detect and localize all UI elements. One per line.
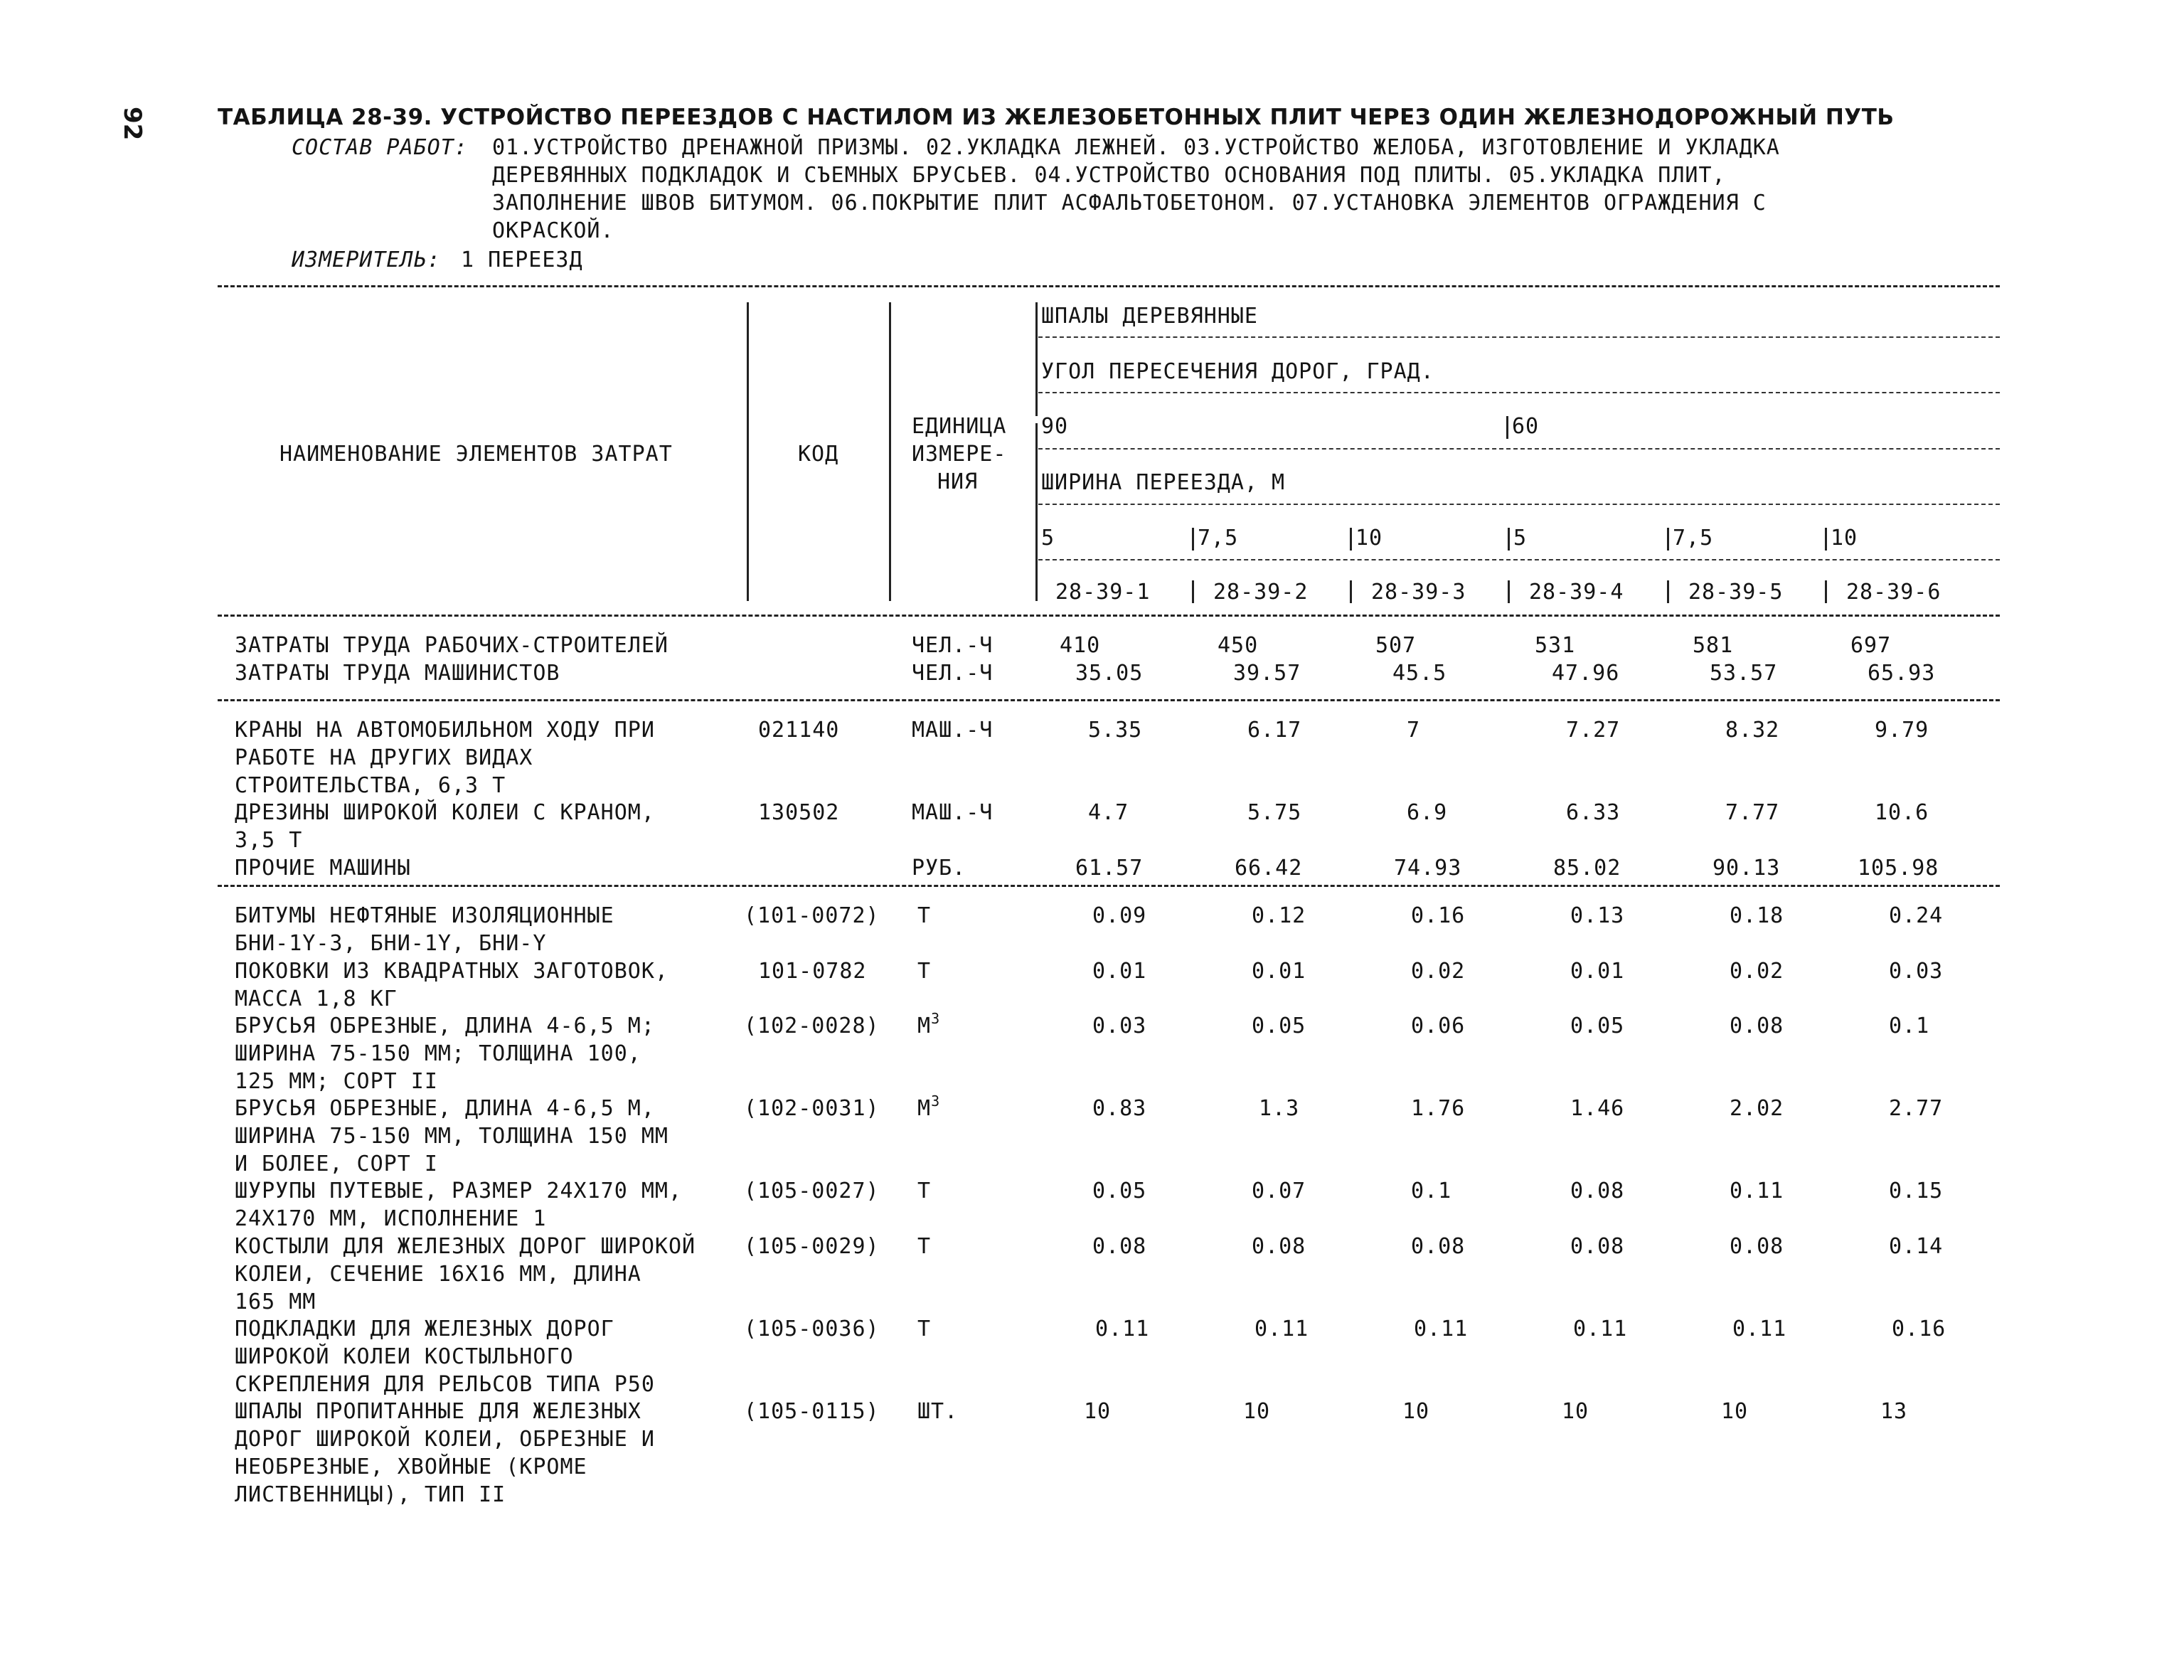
material-unit: Т — [917, 903, 932, 928]
labor-unit: ЧЕЛ.-Ч — [912, 661, 994, 686]
material-value: 0.24 — [1889, 903, 1944, 928]
work-line: ЗАПОЛНЕНИЕ ШВОВ БИТУМОМ. 06.ПОКРЫТИЕ ПЛИТ АСФАЛЬТОБЕТОНОМ. 07.УСТАНОВКА ЭЛЕМЕНТОВ ОГРАЖДЕНИЯ С — [492, 191, 1767, 216]
header-width-value: 5 — [1041, 526, 1055, 551]
material-value: 0.08 — [1730, 1014, 1784, 1038]
header-width: ШИРИНА ПЕРЕЕЗДА, М — [1041, 470, 1286, 495]
work-line: ОКРАСКОЙ. — [492, 218, 614, 243]
material-name: СКРЕПЛЕНИЯ ДЛЯ РЕЛЬСОВ ТИПА Р50 — [235, 1372, 655, 1397]
material-value: 0.08 — [1092, 1234, 1147, 1259]
header-angle-60: 60 — [1512, 414, 1540, 439]
material-name: 24Х170 ММ, ИСПОЛНЕНИЕ 1 — [235, 1206, 547, 1231]
measure-label: ИЗМЕРИТЕЛЬ: — [292, 248, 441, 272]
material-name: ШПАЛЫ ПРОПИТАННЫЕ ДЛЯ ЖЕЛЕЗНЫХ — [235, 1399, 641, 1424]
material-code: (102-0031) — [744, 1096, 880, 1121]
material-value: 0.11 — [1573, 1317, 1628, 1341]
material-name: БНИ-1Y-3, БНИ-1Y, БНИ-Y — [235, 931, 547, 956]
machine-name: 3,5 Т — [235, 828, 303, 853]
labor-value: 45.5 — [1392, 661, 1447, 686]
table-top-rule — [218, 285, 2000, 287]
width-divider — [1192, 528, 1194, 551]
header-unit: ЕДИНИЦА — [912, 414, 1007, 439]
material-value: 1.46 — [1570, 1096, 1625, 1121]
header-width-value: 7,5 — [1673, 526, 1714, 551]
labor-value: 507 — [1375, 633, 1417, 658]
material-value: 1.3 — [1259, 1096, 1300, 1121]
labor-value: 47.96 — [1552, 661, 1620, 686]
header-width-value: 7,5 — [1198, 526, 1239, 551]
header-width-value: 5 — [1513, 526, 1528, 551]
material-unit: ШТ. — [917, 1399, 959, 1424]
work-line: ДЕРЕВЯННЫХ ПОДКЛАДОК И СЪЕМНЫХ БРУСЬЕВ. 04.УСТРОЙСТВО ОСНОВАНИЯ ПОД ПЛИТЫ. 05.УКЛАДКА ПЛИТ, — [492, 163, 1726, 188]
labor-value: 697 — [1850, 633, 1892, 658]
width-divider — [1825, 528, 1827, 551]
material-value: 2.02 — [1730, 1096, 1784, 1121]
material-name: ШИРИНА 75-150 ММ, ТОЛЩИНА 150 ММ — [235, 1124, 668, 1149]
material-name: ЛИСТВЕННИЦЫ), ТИП II — [235, 1482, 506, 1507]
machine-value: 10.6 — [1875, 800, 1929, 825]
labor-name: ЗАТРАТЫ ТРУДА РАБОЧИХ-СТРОИТЕЛЕЙ — [235, 633, 668, 658]
section-rule — [218, 885, 2000, 887]
material-unit: Т — [917, 1179, 932, 1203]
material-value: 0.01 — [1570, 959, 1625, 984]
material-name: БРУСЬЯ ОБРЕЗНЫЕ, ДЛИНА 4-6,5 М, — [235, 1096, 655, 1121]
material-unit: Т — [917, 1234, 932, 1259]
labor-value: 35.05 — [1075, 661, 1144, 686]
machine-name: ДРЕЗИНЫ ШИРОКОЙ КОЛЕИ С КРАНОМ, — [235, 800, 655, 825]
labor-value: 531 — [1535, 633, 1576, 658]
header-name: НАИМЕНОВАНИЕ ЭЛЕМЕНТОВ ЗАТРАТ — [279, 442, 673, 467]
material-value: 0.08 — [1570, 1234, 1625, 1259]
machine-value: 74.93 — [1394, 856, 1462, 881]
material-value: 0.06 — [1411, 1014, 1466, 1038]
material-unit: $М^3$ — [917, 1092, 941, 1121]
material-code: (105-0029) — [744, 1234, 880, 1259]
material-name: ПОДКЛАДКИ ДЛЯ ЖЕЛЕЗНЫХ ДОРОГ — [235, 1317, 614, 1341]
width-divider — [1667, 528, 1669, 551]
material-value: 0.11 — [1730, 1179, 1784, 1203]
material-name: ШИРИНА 75-150 ММ; ТОЛЩИНА 100, — [235, 1041, 641, 1066]
header-rule — [1038, 448, 2000, 450]
machine-value: 7.77 — [1725, 800, 1780, 825]
material-name: ДОРОГ ШИРОКОЙ КОЛЕИ, ОБРЕЗНЫЕ И — [235, 1427, 655, 1452]
header-unit: ИЗМЕРЕ- — [912, 442, 1007, 467]
labor-value: 65.93 — [1868, 661, 1936, 686]
material-value: 0.03 — [1092, 1014, 1147, 1038]
machine-name: РАБОТЕ НА ДРУГИХ ВИДАХ — [235, 745, 533, 770]
material-name: КОЛЕИ, СЕЧЕНИЕ 16Х16 ММ, ДЛИНА — [235, 1262, 641, 1287]
header-column-code: 28-39-3 — [1371, 580, 1466, 605]
machine-value: 90.13 — [1712, 856, 1781, 881]
machine-value: 6.9 — [1407, 800, 1448, 825]
page-number: 92 — [118, 107, 147, 141]
material-name: КОСТЫЛИ ДЛЯ ЖЕЛЕЗНЫХ ДОРОГ ШИРОКОЙ — [235, 1234, 696, 1259]
material-value: 10 — [1243, 1399, 1271, 1424]
machine-value: 6.17 — [1247, 718, 1302, 743]
material-value: 0.13 — [1570, 903, 1625, 928]
machine-value: 66.42 — [1235, 856, 1303, 881]
material-value: 10 — [1721, 1399, 1749, 1424]
material-value: 10 — [1562, 1399, 1589, 1424]
labor-name: ЗАТРАТЫ ТРУДА МАШИНИСТОВ — [235, 661, 560, 686]
work-line: 01.УСТРОЙСТВО ДРЕНАЖНОЙ ПРИЗМЫ. 02.УКЛАДКА ЛЕЖНЕЙ. 03.УСТРОЙСТВО ЖЕЛОБА, ИЗГОТОВЛЕНИЕ И УКЛАДКА — [492, 135, 1780, 160]
labor-value: 581 — [1693, 633, 1734, 658]
header-unit: НИЯ — [937, 469, 979, 494]
code-divider — [1192, 580, 1194, 603]
machine-unit: МАШ.-Ч — [912, 800, 994, 825]
header-column-code: 28-39-6 — [1846, 580, 1941, 605]
header-angle-90: 90 — [1041, 414, 1069, 439]
material-value: 0.08 — [1252, 1234, 1306, 1259]
header-rule — [1038, 504, 2000, 505]
material-unit: $М^3$ — [917, 1010, 941, 1038]
header-width-value: 10 — [1355, 526, 1383, 551]
code-divider — [1825, 580, 1827, 603]
machine-code: 021140 — [758, 718, 840, 743]
material-code: (105-0115) — [744, 1399, 880, 1424]
header-bottom-rule — [218, 615, 2000, 617]
material-value: 0.11 — [1255, 1317, 1309, 1341]
material-value: 0.18 — [1730, 903, 1784, 928]
machine-value: 7 — [1407, 718, 1421, 743]
material-name: ПОКОВКИ ИЗ КВАДРАТНЫХ ЗАГОТОВОК, — [235, 959, 668, 984]
labor-value: 39.57 — [1233, 661, 1301, 686]
header-column-code: 28-39-1 — [1055, 580, 1151, 605]
material-value: 0.16 — [1411, 903, 1466, 928]
material-value: 0.02 — [1730, 959, 1784, 984]
machine-value: 6.33 — [1566, 800, 1621, 825]
material-name: ШИРОКОЙ КОЛЕИ КОСТЫЛЬНОГО — [235, 1344, 574, 1369]
header-column-code: 28-39-5 — [1688, 580, 1784, 605]
machine-unit: МАШ.-Ч — [912, 718, 994, 743]
machine-name: ПРОЧИЕ МАШИНЫ — [235, 856, 411, 881]
machine-value: 5.35 — [1088, 718, 1143, 743]
material-value: 0.83 — [1092, 1096, 1147, 1121]
material-value: 1.76 — [1411, 1096, 1466, 1121]
labor-value: 53.57 — [1710, 661, 1778, 686]
material-value: 0.12 — [1252, 903, 1306, 928]
code-divider — [1667, 580, 1669, 603]
machine-name: СТРОИТЕЛЬСТВА, 6,3 Т — [235, 773, 506, 798]
section-rule — [218, 699, 2000, 701]
material-value: 0.08 — [1570, 1179, 1625, 1203]
machine-value: 4.7 — [1088, 800, 1129, 825]
material-value: 0.16 — [1892, 1317, 1946, 1341]
measure-value: 1 ПЕРЕЕЗД — [461, 248, 583, 272]
material-name: 125 ММ; СОРТ II — [235, 1069, 438, 1094]
material-value: 0.03 — [1889, 959, 1944, 984]
code-divider — [1508, 580, 1510, 603]
column-divider — [747, 302, 749, 601]
material-code: (101-0072) — [744, 903, 880, 928]
table-title: ТАБЛИЦА 28-39. УСТРОЙСТВО ПЕРЕЕЗДОВ С НАСТИЛОМ ИЗ ЖЕЛЕЗОБЕТОННЫХ ПЛИТ ЧЕРЕЗ ОДИН ЖЕЛЕЗНОДОРОЖНЫЙ ПУТЬ — [218, 105, 1895, 130]
material-value: 0.05 — [1570, 1014, 1625, 1038]
material-value: 13 — [1880, 1399, 1908, 1424]
material-value: 10 — [1084, 1399, 1112, 1424]
material-value: 0.1 — [1411, 1179, 1452, 1203]
machine-unit: РУБ. — [912, 856, 966, 881]
material-name: НЕОБРЕЗНЫЕ, ХВОЙНЫЕ (КРОМЕ — [235, 1455, 587, 1479]
machine-value: 85.02 — [1553, 856, 1621, 881]
material-value: 0.1 — [1889, 1014, 1930, 1038]
material-value: 0.11 — [1732, 1317, 1787, 1341]
header-code: КОД — [798, 442, 839, 467]
machine-value: 105.98 — [1858, 856, 1939, 881]
labor-value: 450 — [1218, 633, 1259, 658]
material-name: МАССА 1,8 КГ — [235, 987, 398, 1011]
material-code: (105-0036) — [744, 1317, 880, 1341]
width-divider — [1508, 528, 1510, 551]
material-name: ШУРУПЫ ПУТЕВЫЕ, РАЗМЕР 24Х170 ММ, — [235, 1179, 683, 1203]
code-divider — [1350, 580, 1352, 603]
material-name: 165 ММ — [235, 1290, 316, 1314]
header-rule — [1038, 336, 2000, 338]
material-value: 0.01 — [1252, 959, 1306, 984]
material-value: 0.01 — [1092, 959, 1147, 984]
header-rule — [1038, 559, 2000, 560]
material-value: 0.09 — [1092, 903, 1147, 928]
labor-unit: ЧЕЛ.-Ч — [912, 633, 994, 658]
column-divider — [889, 302, 891, 601]
angle-divider — [1506, 416, 1508, 439]
header-angle: УГОЛ ПЕРЕСЕЧЕНИЯ ДОРОГ, ГРАД. — [1041, 359, 1434, 384]
machine-value: 5.75 — [1247, 800, 1302, 825]
column-divider — [1035, 302, 1038, 416]
header-sleepers: ШПАЛЫ ДЕРЕВЯННЫЕ — [1041, 304, 1258, 329]
material-code: (105-0027) — [744, 1179, 880, 1203]
material-unit: Т — [917, 959, 932, 984]
material-value: 0.11 — [1414, 1317, 1469, 1341]
labor-value: 410 — [1060, 633, 1101, 658]
header-column-code: 28-39-2 — [1213, 580, 1309, 605]
machine-value: 9.79 — [1875, 718, 1929, 743]
machine-value: 61.57 — [1075, 856, 1144, 881]
material-value: 0.08 — [1411, 1234, 1466, 1259]
machine-name: КРАНЫ НА АВТОМОБИЛЬНОМ ХОДУ ПРИ — [235, 718, 655, 743]
material-code: 101-0782 — [758, 959, 867, 984]
header-width-value: 10 — [1831, 526, 1858, 551]
machine-code: 130502 — [758, 800, 840, 825]
header-column-code: 28-39-4 — [1529, 580, 1624, 605]
machine-value: 7.27 — [1566, 718, 1621, 743]
material-name: БРУСЬЯ ОБРЕЗНЫЕ, ДЛИНА 4-6,5 М; — [235, 1014, 655, 1038]
material-unit: Т — [917, 1317, 932, 1341]
material-name: БИТУМЫ НЕФТЯНЫЕ ИЗОЛЯЦИОННЫЕ — [235, 903, 614, 928]
material-value: 10 — [1402, 1399, 1430, 1424]
machine-value: 8.32 — [1725, 718, 1780, 743]
material-value: 0.15 — [1889, 1179, 1944, 1203]
material-value: 0.11 — [1095, 1317, 1150, 1341]
material-value: 0.05 — [1252, 1014, 1306, 1038]
header-rule — [1038, 392, 2000, 393]
material-name: И БОЛЕЕ, СОРТ I — [235, 1152, 438, 1176]
material-value: 2.77 — [1889, 1096, 1944, 1121]
width-divider — [1350, 528, 1352, 551]
material-value: 0.05 — [1092, 1179, 1147, 1203]
material-value: 0.14 — [1889, 1234, 1944, 1259]
material-value: 0.02 — [1411, 959, 1466, 984]
material-value: 0.08 — [1730, 1234, 1784, 1259]
material-code: (102-0028) — [744, 1014, 880, 1038]
column-divider — [1035, 423, 1038, 601]
material-value: 0.07 — [1252, 1179, 1306, 1203]
work-label: СОСТАВ РАБОТ: — [292, 135, 468, 160]
